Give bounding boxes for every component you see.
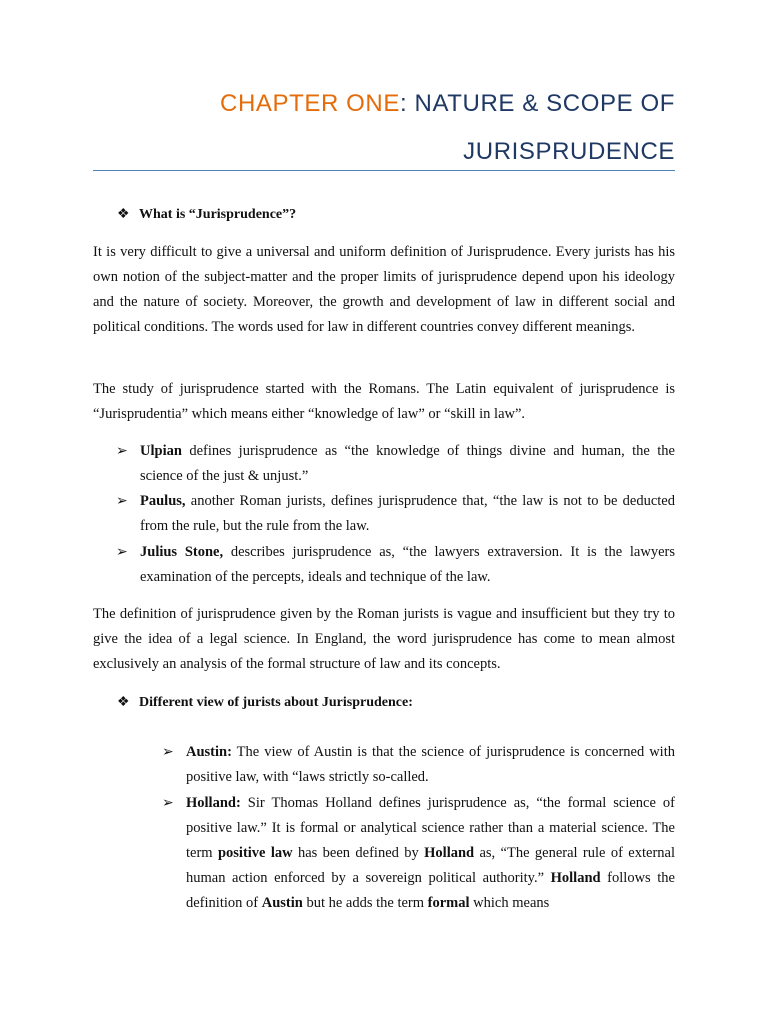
jurist-definition: defines jurisprudence as “the knowledge of things divine and human, the the science of the just & unjust.” bbox=[140, 443, 675, 484]
holland-text-5: but he adds the term bbox=[302, 895, 428, 911]
holland-bold-2: Holland bbox=[424, 845, 475, 861]
arrowhead-bullet-icon: ➢ bbox=[116, 545, 128, 560]
holland-text-1: Sir Thomas Holland defines jurisprudence as, “the formal science of positive law.” It is formal or analytical science rather than a material science. The term bbox=[186, 795, 675, 861]
chapter-label: CHAPTER ONE bbox=[220, 90, 400, 117]
section-heading-what-is-jurisprudence bbox=[117, 205, 296, 225]
chapter-heading-part-2: JURISPRUDENCE bbox=[463, 138, 675, 165]
list-item-ulpian bbox=[116, 439, 675, 489]
chapter-title-line-1 bbox=[93, 89, 675, 119]
section-heading-text: What is “Jurisprudence”? bbox=[139, 207, 297, 222]
chapter-heading-part-1: NATURE & SCOPE OF bbox=[407, 90, 675, 117]
arrowhead-bullet-icon: ➢ bbox=[162, 796, 174, 811]
jurist-name: Holland: bbox=[186, 795, 241, 811]
holland-bold-4: Austin bbox=[261, 895, 303, 911]
paragraph-roman-definition-critique: The definition of jurisprudence given by the Roman jurists is vague and insufficient but they try to give the idea of a legal science. In England, the word jurisprudence has come to mean almost exclusively an analysis of the formal structure of law and its concepts. bbox=[93, 606, 675, 672]
jurist-name: Austin: bbox=[186, 744, 232, 760]
list-item-holland bbox=[162, 791, 675, 916]
holland-text-4: follows the definition of bbox=[186, 870, 675, 911]
arrowhead-bullet-icon: ➢ bbox=[116, 494, 128, 509]
section-heading-views-of-jurists bbox=[117, 693, 413, 713]
holland-text-6: which means bbox=[469, 895, 550, 911]
paragraph-definition-difficulty: It is very difficult to give a universal and uniform definition of Jurisprudence. Every jurists has his own notion of the subject-matter and the proper limits of jurisprudence depend upon his ideology and the nature of society. Moreover, the growth and development of law in different social and political conditions. The words used for law in different countries convey different meanings. bbox=[93, 244, 675, 335]
holland-bold-3: Holland bbox=[550, 870, 601, 886]
holland-bold-1: positive law bbox=[217, 845, 293, 861]
list-item-austin bbox=[162, 740, 675, 790]
four-diamond-bullet-icon: ❖ bbox=[117, 207, 130, 222]
holland-text-3: as, “The general rule of external human action enforced by a sovereign political authority.” bbox=[186, 845, 675, 886]
title-divider bbox=[93, 170, 675, 171]
chapter-title-line-2 bbox=[93, 137, 675, 167]
section-heading-text: Different view of jurists about Jurisprudence: bbox=[139, 695, 413, 710]
jurist-name: Julius Stone, bbox=[140, 544, 224, 560]
arrowhead-bullet-icon: ➢ bbox=[116, 444, 128, 459]
list-item-paulus bbox=[116, 489, 675, 539]
holland-text-2: has been defined by bbox=[292, 845, 425, 861]
four-diamond-bullet-icon: ❖ bbox=[117, 695, 130, 710]
list-item-julius-stone bbox=[116, 540, 675, 590]
jurist-definition: describes jurisprudence as, “the lawyers extraversion. It is the lawyers examination of the percepts, ideals and technique of the law. bbox=[140, 544, 675, 585]
holland-bold-5: formal bbox=[427, 895, 470, 911]
arrowhead-bullet-icon: ➢ bbox=[162, 745, 174, 760]
paragraph-roman-origin: The study of jurisprudence started with the Romans. The Latin equivalent of jurisprudence is “Jurisprudentia” which means either “knowledge of law” or “skill in law”. bbox=[93, 381, 675, 422]
jurist-definition: another Roman jurists, defines jurisprudence that, “the law is not to be deducted from the rule, but the rule from the law. bbox=[140, 493, 675, 534]
jurist-view: The view of Austin is that the science of jurisprudence is concerned with positive law, with “laws strictly so-called. bbox=[186, 744, 675, 785]
title-separator: : bbox=[399, 90, 408, 117]
jurist-name: Paulus, bbox=[140, 493, 186, 509]
jurist-name: Ulpian bbox=[140, 443, 182, 459]
